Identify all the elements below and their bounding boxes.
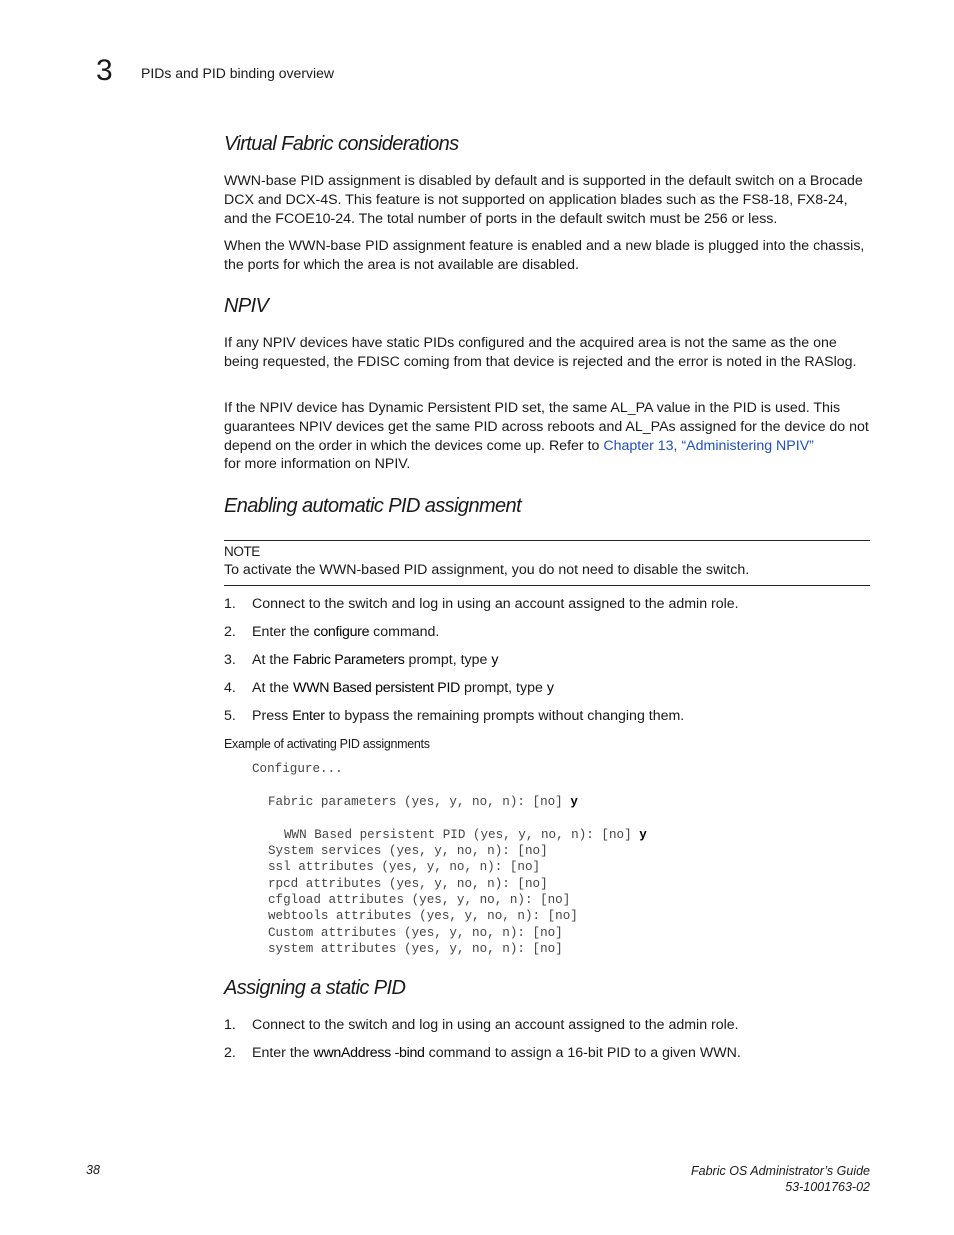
section-heading-npiv: NPIV [224,295,269,317]
note-box [224,540,870,586]
step-text: Connect to the switch and log in using an account assigned to the admin role. [252,596,739,612]
prompt-name: Fabric Parameters [293,652,405,668]
code-input: y [639,828,647,842]
paragraph [224,399,870,474]
paragraph-text: If the NPIV device has Dynamic Persistent PID set, the same AL_PA value in the PID is used. This guarantees NPIV devices get the same PID across reboots and AL_PAs assigned for the device do not depend on the order in which the devices come up. Refer to [224,400,869,454]
chapter-13-link[interactable]: Chapter 13, “Administering NPIV” [603,437,814,454]
step-text: At the [252,652,294,668]
code-line: Configure... [252,762,343,776]
step-text: Press [252,708,293,724]
input-value: y [546,680,554,696]
code-text: WWN Based persistent PID (yes, y, no, n): [no] [284,828,640,842]
running-head: PIDs and PID binding overview [141,65,334,81]
chapter-number: 3 [96,54,113,87]
step-text: to bypass the remaining prompts without changing them. [324,708,685,724]
step-number: 1. [224,596,236,612]
step-number: 3. [224,652,236,668]
footer-doc-info [691,1163,870,1195]
step-text: Enter the [252,624,314,640]
step-text: prompt, type [460,680,547,696]
step-text: Connect to the switch and log in using an account assigned to the admin role. [252,1017,739,1033]
list-item [224,707,870,725]
prompt-name: WWN Based persistent PID [293,680,461,696]
section-heading-enabling: Enabling automatic PID assignment [224,495,522,517]
code-text: Fabric parameters (yes, y, no, n): [no] [268,795,571,809]
step-number: 2. [224,1045,236,1061]
step-number: 2. [224,624,236,640]
key-name: Enter [292,708,325,724]
step-number: 5. [224,708,236,724]
step-text: Enter the [252,1045,314,1061]
step-number: 1. [224,1017,236,1033]
example-title: Example of activating PID assignments [224,737,430,751]
input-value: y [491,652,499,668]
code-line: webtools attributes (yes, y, no, n): [no] [268,909,578,923]
code-line: System services (yes, y, no, n): [no] [268,844,548,858]
guide-title: Fabric OS Administrator’s Guide [691,1164,870,1178]
command-name: wwnAddress -bind [313,1045,425,1061]
step-text: prompt, type [404,652,492,668]
step-text: command. [369,624,440,640]
code-line: cfgload attributes (yes, y, no, n): [no] [268,893,571,907]
list-item [224,595,870,613]
page-number: 38 [86,1163,100,1177]
code-line: ssl attributes (yes, y, no, n): [no] [268,860,541,874]
code-line: rpcd attributes (yes, y, no, n): [no] [268,877,548,891]
paragraph-text: for more information on NPIV. [224,456,411,473]
note-title: NOTE [224,544,260,559]
doc-number: 53-1001763-02 [785,1180,870,1194]
section-heading-static-pid: Assigning a static PID [224,977,406,999]
enabling-steps [224,595,870,725]
section-heading-virtual-fabric: Virtual Fabric considerations [224,133,459,155]
list-item [224,1044,870,1062]
list-item [224,651,870,669]
code-line [268,794,578,810]
list-item [224,679,870,697]
code-line: Custom attributes (yes, y, no, n): [no] [268,926,563,940]
step-number: 4. [224,680,236,696]
command-name: configure [313,624,370,640]
note-text: To activate the WWN-based PID assignment, you do not need to disable the switch. [224,562,750,578]
code-line: system attributes (yes, y, no, n): [no] [268,942,563,956]
step-text: command to assign a 16-bit PID to a given WWN. [424,1045,741,1061]
paragraph: When the WWN-base PID assignment feature is enabled and a new blade is plugged into the chassis, the ports for which the area is not available are disabled. [224,238,865,273]
paragraph: If any NPIV devices have static PIDs configured and the acquired area is not the same as the one being requested, the FDISC coming from that device is rejected and the error is noted in the RASlog. [224,335,857,370]
step-text: At the [252,680,294,696]
paragraph: WWN-base PID assignment is disabled by default and is supported in the default switch on a Brocade DCX and DCX-4S. This feature is not supported on application blades such as the FS8-18, FX8-24, and the FCOE10-24. The total number of ports in the default switch must be 256 or less. [224,173,863,227]
code-line [284,827,647,843]
static-pid-steps [224,1016,870,1062]
list-item [224,623,870,641]
list-item [224,1016,870,1034]
code-input: y [570,795,578,809]
